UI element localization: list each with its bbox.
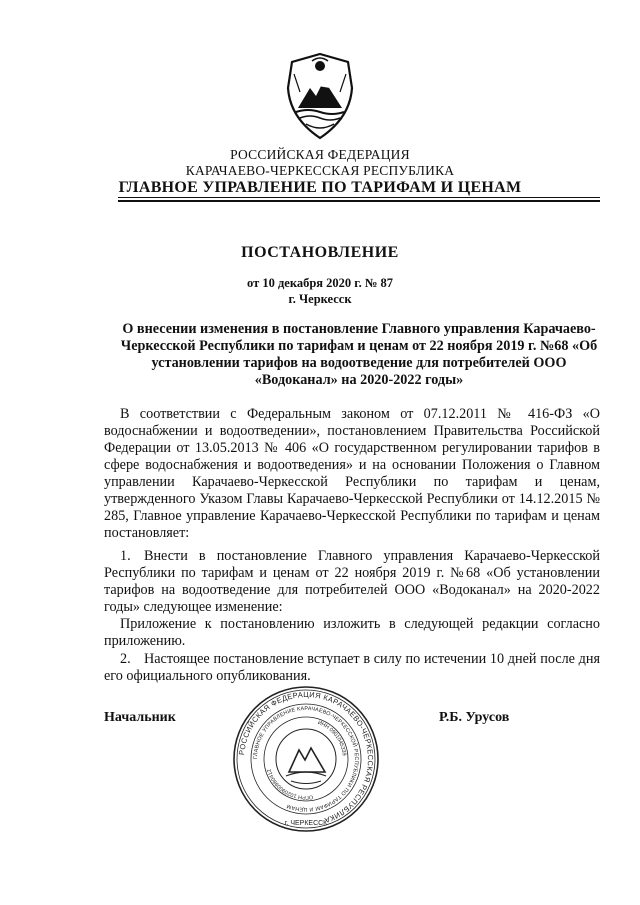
item-2-text: Настоящее постановление вступает в силу по истечении 10 дней после дня его официального опубликования.: [104, 651, 600, 684]
signatory-position: Начальник: [104, 710, 176, 725]
signatory-name: Р.Б. Урусов: [439, 710, 510, 725]
header-country: РОССИЙСКАЯ ФЕДЕРАЦИЯ: [230, 147, 410, 162]
document-title: ПОСТАНОВЛЕНИЕ: [241, 244, 399, 261]
coat-of-arms-icon: [282, 52, 358, 142]
header-divider-thin: [118, 197, 600, 198]
document-date-number: от 10 декабря 2020 г. № 87: [246, 276, 394, 290]
svg-text:ОГРН 1020900980412: ОГРН 1020900980412: [266, 768, 314, 801]
item-1-number: 1.: [120, 548, 131, 564]
item-2: [104, 651, 600, 685]
item-1-sub: [104, 616, 600, 650]
header-agency: ГЛАВНОЕ УПРАВЛЕНИЕ ПО ТАРИФАМ И ЦЕНАМ: [118, 179, 522, 196]
official-seal-stamp: [231, 684, 381, 834]
svg-text:г. ЧЕРКЕССК: г. ЧЕРКЕССК: [284, 820, 328, 827]
svg-text:РОССИЙСКАЯ ФЕДЕРАЦИЯ КАРАЧАЕВО: РОССИЙСКАЯ ФЕДЕРАЦИЯ КАРАЧАЕВО-ЧЕРКЕССКАЯ РЕСПУБЛИКА: [237, 689, 376, 826]
header-divider-thick: [118, 200, 600, 202]
item-2-number: 2.: [120, 651, 131, 667]
document-city: г. Черкесск: [288, 292, 352, 306]
item-1-sub-text: Приложение к постановлению изложить в следующей редакции согласно приложению.: [104, 616, 600, 649]
document-subject: О внесении изменения в постановление Главного управления Карачаево-Черкесской Республики по тарифам и ценам от 22 ноября 2019 г. №68 «Об установлении тарифов на водоотведение для потребителей ООО «Водоканал» на 2020-2022 годы»: [120, 321, 598, 388]
preamble-paragraph: В соответствии с Федеральным законом от 07.12.2011 № 416-ФЗ «О водоснабжении и водоотведении», постановлением Правительства Российской Федерации от 13.05.2013 № 406 «О государственном регулировании тарифов в сфере водоснабжения и водоотведения» и на основании Положения о Главном управлении Карачаево-Черкесской Республики по тарифам и ценам, утвержденного Указом Главы Карачаево-Черкесской Республики от 14.12.2015 № 285, Главное управление Карачаево-Черкесской Республики по тарифам и ценам постановляет:: [104, 406, 600, 541]
item-1-text: Внести в постановление Главного управления Карачаево-Черкесской Республики по тарифам и ценам от 22 ноября 2019 г. №68 «Об установлении тарифов на водоотведение для потребителей ООО «Водоканал» на 2020-2022 годы» следующее изменение:: [104, 548, 600, 615]
svg-text:ИНН 0901045339: ИНН 0901045339: [316, 720, 347, 757]
item-1: [104, 548, 600, 616]
header-republic: КАРАЧАЕВО-ЧЕРКЕССКАЯ РЕСПУБЛИКА: [185, 163, 455, 178]
svg-text:ГЛАВНОЕ УПРАВЛЕНИЕ КАРАЧАЕВО-Ч: ГЛАВНОЕ УПРАВЛЕНИЕ КАРАЧАЕВО-ЧЕРКЕССКОЙ РЕСПУБЛИКИ ПО ТАРИФАМ И ЦЕНАМ: [252, 705, 360, 813]
